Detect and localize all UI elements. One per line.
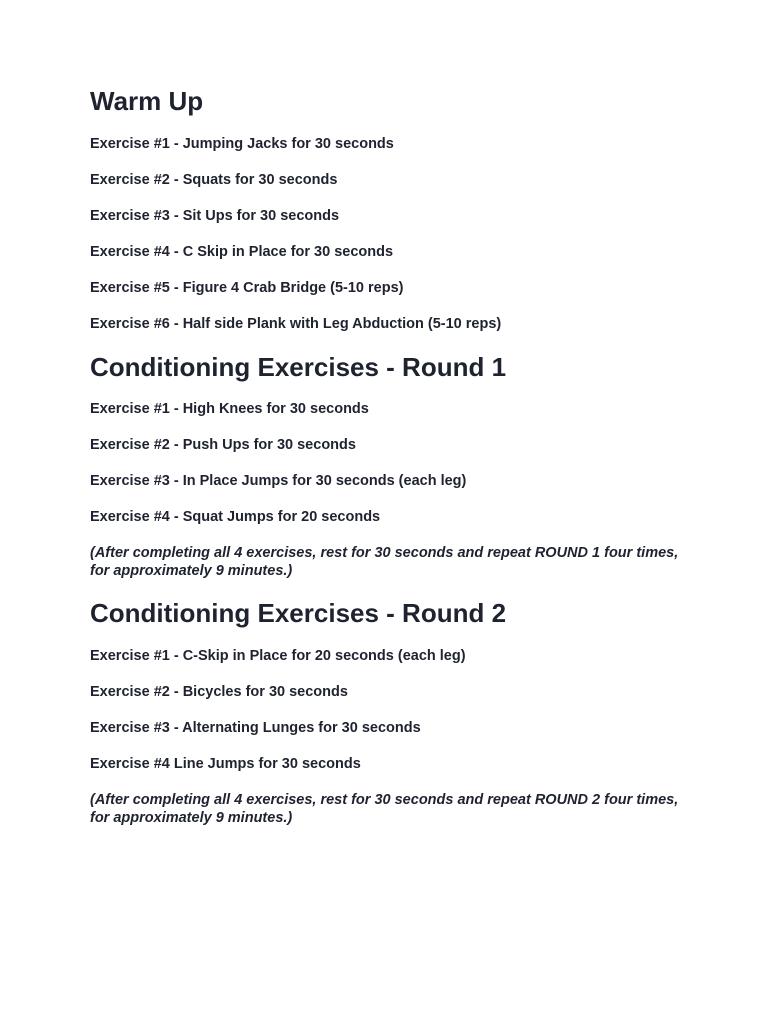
round-2-exercise-1: Exercise #1 - C-Skip in Place for 20 seconds (each leg) — [90, 648, 466, 664]
round-1-rest-note: (After completing all 4 exercises, rest for 30 seconds and repeat ROUND 1 four times, for approximately 9 minutes.) — [90, 545, 679, 579]
round-2-exercise-4: Exercise #4 Line Jumps for 30 seconds — [90, 756, 361, 772]
section-heading-round-1: Conditioning Exercises - Round 1 — [90, 352, 507, 382]
round-2-exercise-2: Exercise #2 - Bicycles for 30 seconds — [90, 684, 348, 700]
warm-up-exercise-2: Exercise #2 - Squats for 30 seconds — [90, 172, 338, 188]
warm-up-exercise-6: Exercise #6 - Half side Plank with Leg Abduction (5-10 reps) — [90, 316, 502, 332]
warm-up-exercise-3: Exercise #3 - Sit Ups for 30 seconds — [90, 208, 340, 224]
section-heading-warm-up: Warm Up — [90, 86, 204, 116]
round-1-exercise-1: Exercise #1 - High Knees for 30 seconds — [90, 401, 369, 417]
round-1-exercise-4: Exercise #4 - Squat Jumps for 20 seconds — [90, 509, 381, 525]
warm-up-exercise-4: Exercise #4 - C Skip in Place for 30 seconds — [90, 244, 394, 260]
round-2-rest-note: (After completing all 4 exercises, rest for 30 seconds and repeat ROUND 2 four times, for approximately 9 minutes.) — [90, 792, 679, 826]
round-1-exercise-3: Exercise #3 - In Place Jumps for 30 seconds (each leg) — [90, 473, 467, 489]
round-1-exercise-2: Exercise #2 - Push Ups for 30 seconds — [90, 437, 356, 453]
section-heading-round-2: Conditioning Exercises - Round 2 — [90, 598, 507, 628]
round-2-exercise-3: Exercise #3 - Alternating Lunges for 30 seconds — [90, 720, 421, 736]
warm-up-exercise-1: Exercise #1 - Jumping Jacks for 30 seconds — [90, 136, 394, 152]
warm-up-exercise-5: Exercise #5 - Figure 4 Crab Bridge (5-10 reps) — [90, 280, 404, 296]
